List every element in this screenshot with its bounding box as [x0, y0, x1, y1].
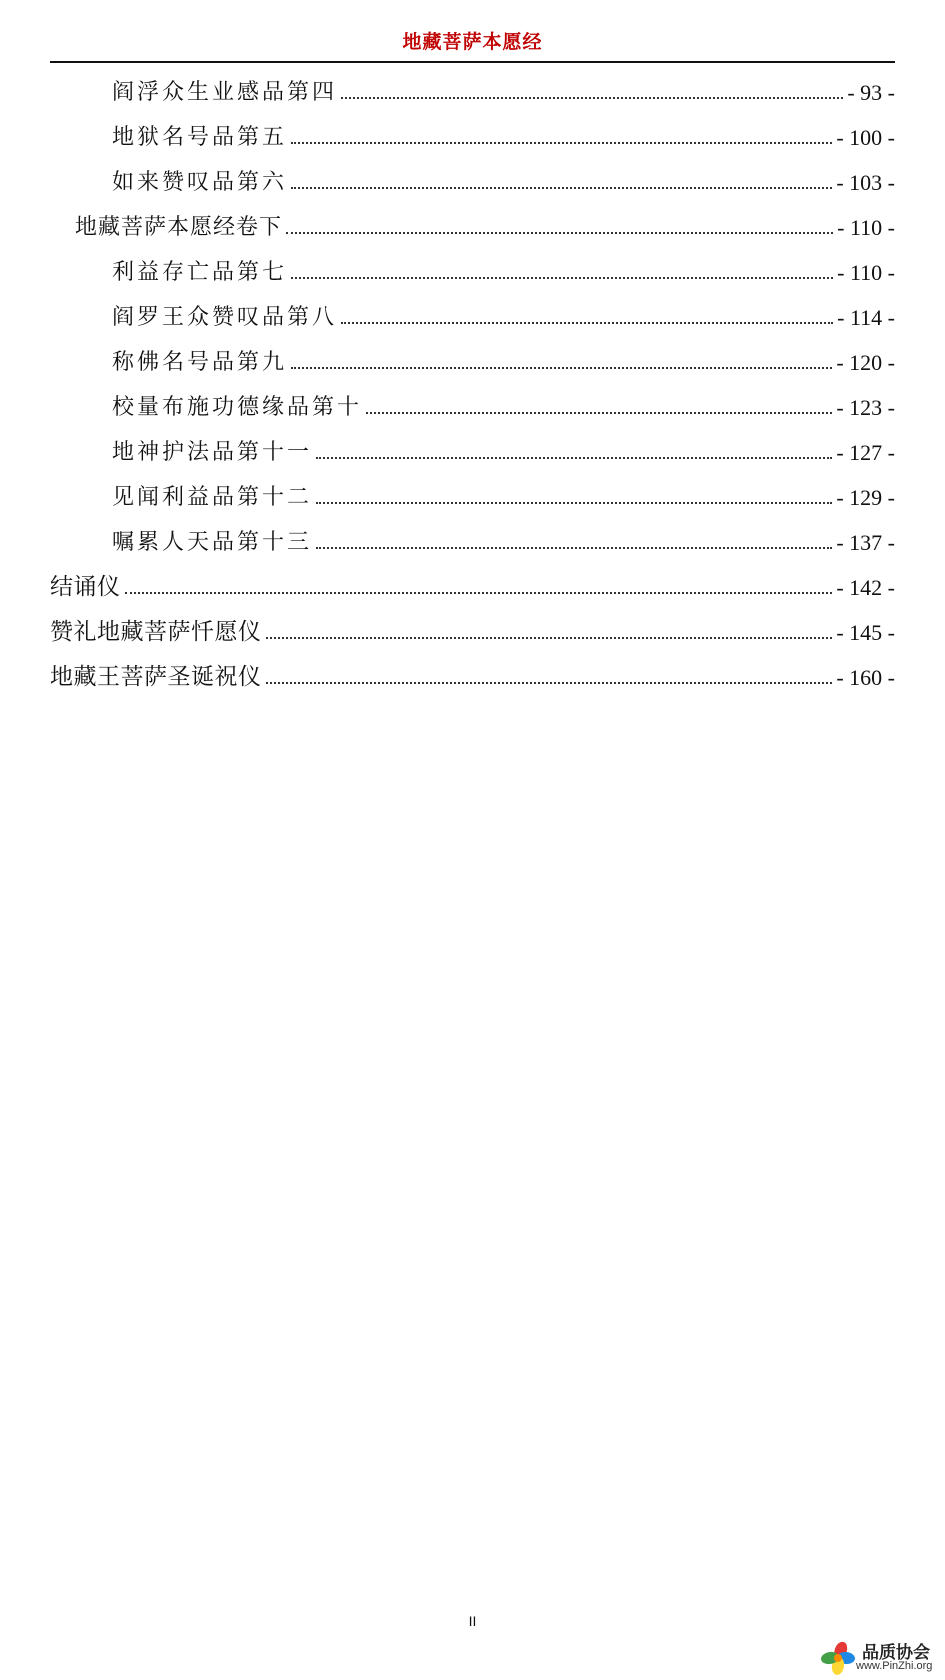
toc-entry[interactable] — [112, 475, 895, 511]
dot-leader — [316, 457, 832, 459]
dot-leader — [316, 547, 832, 549]
toc-entry-label: 阎浮众生业感品第四 — [112, 80, 338, 105]
toc-entry[interactable] — [112, 295, 895, 331]
running-header: 地藏菩萨本愿经 — [402, 31, 543, 53]
toc-entry[interactable] — [112, 115, 895, 151]
toc-entry-page: - 93 - — [847, 80, 895, 105]
dot-leader — [291, 187, 832, 189]
toc-entry-label: 结诵仪 — [50, 574, 121, 600]
toc-entry-page: - 114 - — [837, 305, 895, 330]
toc-entry-page: - 137 - — [836, 530, 895, 555]
dot-leader — [366, 412, 832, 414]
toc-entry[interactable] — [50, 655, 895, 691]
toc-entry[interactable] — [112, 430, 895, 466]
watermark-url: www.PinZhi.org — [856, 1660, 933, 1672]
watermark — [818, 1638, 943, 1678]
toc-entry-page: - 120 - — [836, 350, 895, 375]
toc-entry-page: - 145 - — [836, 620, 895, 645]
watermark-name: 品质协会 — [862, 1643, 930, 1663]
toc-entry-label: 如来赞叹品第六 — [112, 170, 288, 195]
dot-leader — [341, 322, 833, 324]
toc-entry-page: - 129 - — [836, 485, 895, 510]
toc-entry[interactable] — [112, 250, 895, 286]
toc-entry[interactable] — [112, 520, 895, 556]
toc-entry[interactable] — [112, 340, 895, 376]
page-number: II — [468, 1613, 477, 1629]
toc-entry-page: - 110 - — [837, 215, 895, 240]
toc-entry-page: - 103 - — [836, 170, 895, 195]
toc-entry[interactable] — [50, 565, 895, 601]
toc-entry-label: 地藏菩萨本愿经卷下 — [75, 215, 283, 240]
dot-leader — [291, 277, 833, 279]
toc-entry-label: 地神护法品第十一 — [112, 440, 313, 465]
flower-logo-icon — [818, 1638, 858, 1678]
toc-entry-page: - 127 - — [836, 440, 895, 465]
dot-leader — [291, 367, 832, 369]
toc-entry-label: 利益存亡品第七 — [112, 260, 288, 285]
toc-entry-label: 嘱累人天品第十三 — [112, 530, 313, 555]
toc-entry-label: 称佛名号品第九 — [112, 350, 288, 375]
toc-entry-label: 地狱名号品第五 — [112, 125, 288, 150]
header-rule — [50, 61, 895, 63]
toc-entry-page: - 100 - — [836, 125, 895, 150]
toc-entry-label: 地藏王菩萨圣诞祝仪 — [50, 664, 262, 690]
toc-entry[interactable] — [112, 385, 895, 421]
dot-leader — [291, 142, 832, 144]
dot-leader — [316, 502, 832, 504]
dot-leader — [341, 97, 843, 99]
dot-leader — [125, 592, 833, 594]
toc-entry-label: 见闻利益品第十二 — [112, 485, 313, 510]
toc-entry[interactable] — [112, 160, 895, 196]
toc-entry-label: 赞礼地藏菩萨忏愿仪 — [50, 619, 262, 645]
dot-leader — [266, 682, 833, 684]
toc-entry-label: 阎罗王众赞叹品第八 — [112, 305, 338, 330]
dot-leader — [266, 637, 833, 639]
toc-entry[interactable] — [50, 610, 895, 646]
toc-entry-page: - 160 - — [836, 665, 895, 690]
toc-entry-label: 校量布施功德缘品第十 — [112, 395, 363, 420]
toc-entry-page: - 110 - — [837, 260, 895, 285]
toc-entry[interactable] — [75, 205, 895, 241]
toc-entry-page: - 123 - — [836, 395, 895, 420]
toc-entry[interactable] — [112, 70, 895, 106]
toc-entry-page: - 142 - — [836, 575, 895, 600]
dot-leader — [286, 232, 833, 234]
